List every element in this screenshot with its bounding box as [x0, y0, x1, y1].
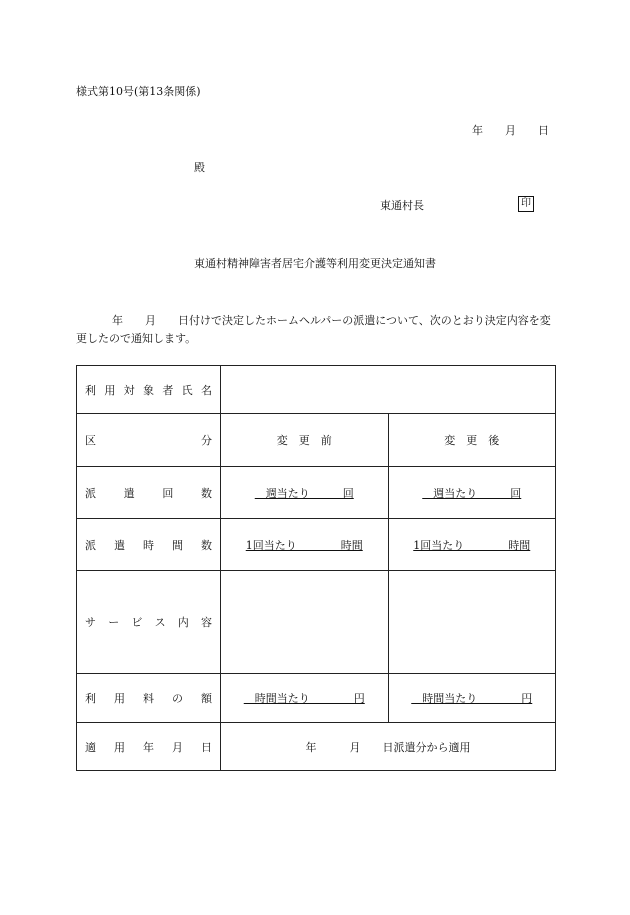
table-row	[77, 723, 556, 771]
issue-date-line: 年 月 日	[472, 124, 549, 137]
dispatch-count-after-field[interactable]: 週当たり 回	[388, 467, 556, 519]
fee-label: 利用料の額	[77, 674, 221, 723]
body-text: 年 月 日付けで決定したホームヘルパーの派遣について、次のとおり決定内容を変更したので通知します。	[76, 314, 551, 345]
service-content-before-field[interactable]	[221, 571, 389, 674]
table-row	[77, 414, 556, 467]
category-label: 区分	[77, 414, 221, 467]
dispatch-count-label: 派遣回数	[77, 467, 221, 519]
fee-before-field[interactable]: 時間当たり 円	[221, 674, 389, 723]
recipient-name-label: 利用対象者氏名	[77, 366, 221, 414]
effective-date-field[interactable]: 年 月 日派遣分から適用	[221, 723, 556, 771]
dispatch-hours-label: 派遣時間数	[77, 519, 221, 571]
recipient-name-field[interactable]	[221, 366, 556, 414]
table-row	[77, 674, 556, 723]
document-title: 東通村精神障害者居宅介護等利用変更決定通知書	[194, 257, 436, 270]
effective-date-label: 適用年月日	[77, 723, 221, 771]
change-decision-table	[76, 365, 556, 771]
form-number: 様式第10号(第13条関係)	[76, 85, 201, 98]
after-change-header: 変 更 後	[388, 414, 556, 467]
service-content-after-field[interactable]	[388, 571, 556, 674]
service-content-label: サービス内容	[77, 571, 221, 674]
dispatch-hours-before-field[interactable]: 1回当たり 時間	[221, 519, 389, 571]
table-row	[77, 571, 556, 674]
addressee-honorific: 殿	[194, 161, 205, 174]
table-row	[77, 366, 556, 414]
seal-stamp-box: 印	[518, 196, 534, 212]
table-row	[77, 519, 556, 571]
before-change-header: 変 更 前	[221, 414, 389, 467]
fee-after-field[interactable]: 時間当たり 円	[388, 674, 556, 723]
dispatch-hours-after-field[interactable]: 1回当たり 時間	[388, 519, 556, 571]
table-row	[77, 467, 556, 519]
issuer-name: 東通村長	[380, 199, 424, 212]
dispatch-count-before-field[interactable]: 週当たり 回	[221, 467, 389, 519]
